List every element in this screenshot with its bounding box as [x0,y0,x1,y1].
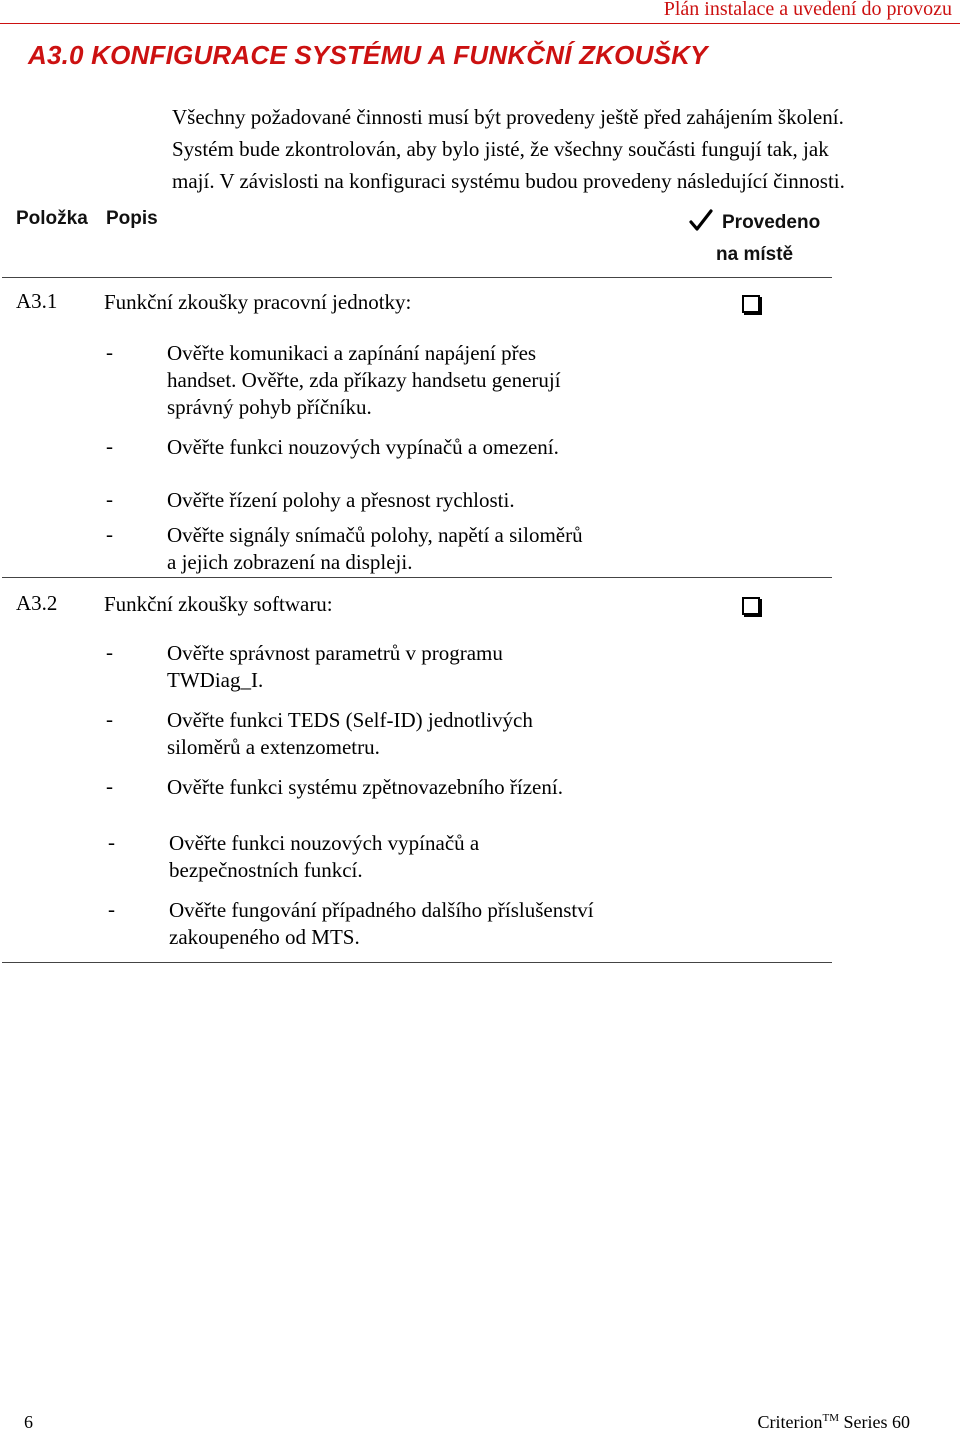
checkmark-icon [688,208,714,234]
bullet-dash: - [108,897,115,921]
list-item-line: Ověřte fungování případného dalšího příslušenství [169,898,594,922]
page-number: 6 [24,1412,33,1432]
list-item-line: Ověřte funkci nouzových vypínačů a [169,831,480,855]
list-item-line: Ověřte komunikaci a zapínání napájení přes [167,341,537,365]
intro-line: Všechny požadované činnosti musí být provedeny ještě před zahájením školení. [172,105,844,129]
list-item [167,707,533,761]
list-item-line: Ověřte správnost parametrů v programu [167,641,503,665]
list-item [167,774,563,801]
list-item-line: Ověřte funkci systému zpětnovazebního řízení. [167,775,563,799]
checkbox-icon[interactable] [742,295,760,313]
item-title: Funkční zkoušky softwaru: [104,592,333,616]
trademark-mark: TM [822,1412,839,1424]
intro-line: Systém bude zkontrolován, aby bylo jisté, že všechny součásti fungují tak, jak [172,137,829,161]
intro-paragraph [172,101,845,197]
list-item [167,340,561,421]
list-item-line: Ověřte funkci TEDS (Self-ID) jednotlivých [167,708,533,732]
bullet-dash: - [106,522,113,546]
header-topic: Plán instalace a uvedení do provozu [663,0,952,20]
item-title: Funkční zkoušky pracovní jednotky: [104,290,412,314]
list-item [167,522,583,576]
product-series: Series 60 [843,1412,910,1432]
item-id: A3.1 [16,289,58,313]
section-title: A3.0 KONFIGURACE SYSTÉMU A FUNKČNÍ ZKOUŠKY [28,40,708,70]
list-item [167,434,559,461]
intro-line: mají. V závislosti na konfiguraci systému budou provedeny následující činnosti. [172,169,845,193]
list-item-line: handset. Ověřte, zda příkazy handsetu generují [167,368,561,392]
column-header-done: Provedeno [722,212,821,233]
list-item-line: zakoupeného od MTS. [169,925,360,949]
list-item-line: Ověřte řízení polohy a přesnost rychlosti. [167,488,515,512]
list-item [167,640,503,694]
list-item-line: Ověřte funkci nouzových vypínačů a omezení. [167,435,559,459]
list-item-line: a jejich zobrazení na displeji. [167,550,413,574]
checkbox-icon[interactable] [742,597,760,615]
list-item-line: siloměrů a extenzometru. [167,735,380,759]
list-item [169,830,479,884]
footer-product-name [758,1412,911,1433]
product-name: Criterion [757,1412,823,1432]
item-id: A3.2 [16,591,58,615]
list-item-line: TWDiag_I. [167,668,264,692]
bullet-dash: - [106,707,113,731]
bullet-dash: - [106,434,113,458]
bullet-dash: - [106,640,113,664]
list-item-line: Ověřte signály snímačů polohy, napětí a siloměrů [167,523,583,547]
column-header-description: Popis [106,208,158,229]
table-divider [2,277,832,278]
list-item [167,487,515,514]
bullet-dash: - [106,340,113,364]
list-item-line: správný pohyb příčníku. [167,395,372,419]
column-header-item: Položka [16,208,88,229]
table-divider [2,962,832,963]
list-item [169,897,594,951]
header-rule [0,23,960,24]
bullet-dash: - [106,487,113,511]
bullet-dash: - [108,830,115,854]
list-item-line: bezpečnostních funkcí. [169,858,363,882]
column-header-done-line2: na místě [716,244,794,265]
bullet-dash: - [106,774,113,798]
table-divider [2,577,832,578]
